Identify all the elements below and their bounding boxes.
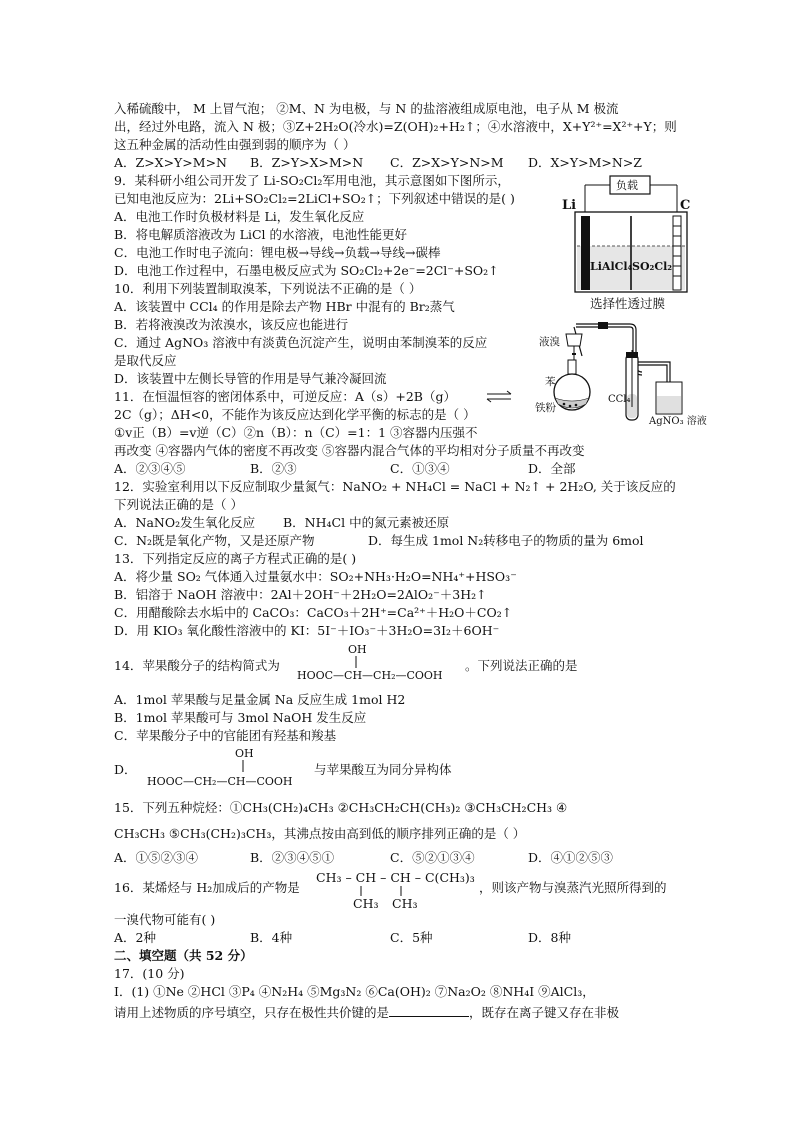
q16-substituent-2: CH₃ xyxy=(392,896,418,911)
apparatus-iron-label: 铁粉 xyxy=(535,402,556,414)
q14-option-c: C．苹果酸分子中的官能团有羟基和羧基 xyxy=(114,728,337,743)
q15-line1: 15．下列五种烷烃：①CH₃(CH₂)₄CH₃ ②CH₃CH₂CH(CH₃)₂ ③CH₃CH₂CH₃ ④ xyxy=(114,800,568,815)
q11-line3: ①v正（B）=v逆（C）②n（B）：n（C）=1：1 ③容器内压强不 xyxy=(114,425,478,440)
q13-option-d: D．用 KIO₃ 氧化酸性溶液中的 KI：5I⁻＋IO₃⁻＋3H₂O=3I₂＋6OH⁻ xyxy=(114,623,500,638)
q15-option-b: B．②③④⑤① xyxy=(250,850,335,865)
q14-option-d-bond xyxy=(242,760,246,774)
q10-option-b: B．若将液溴改为浓溴水，该反应也能进行 xyxy=(114,317,349,332)
q16-lead: 16．某烯烃与 H₂加成后的产物是 xyxy=(114,880,300,895)
q12-option-d: D．每生成 1mol N₂转移电子的物质的量为 6mol xyxy=(368,533,644,548)
q11-line4: 再改变 ④容器内气体的密度不再改变 ⑤容器内混合气体的平均相对分子质量不再改变 xyxy=(114,443,585,458)
q16-option-c: C．5种 xyxy=(390,930,433,945)
q10-option-c-line2: 是取代反应 xyxy=(114,353,177,368)
battery-load-label: 负载 xyxy=(616,179,638,192)
q17-line1: Ⅰ．(1) ①Ne ②HCl ③P₄ ④N₂H₄ ⑤Mg₃N₂ ⑥Ca(OH)₂ ⑦Na₂O₂ ⑧NH₄I ⑨AlCl₃， xyxy=(114,984,595,999)
q13-option-a: A．将少量 SO₂ 气体通入过量氨水中：SO₂+NH₃·H₂O=NH₄⁺+HSO₃⁻ xyxy=(114,569,517,584)
q10-option-c-line1: C．通过 AgNO₃ 溶液中有淡黄色沉淀产生，说明由苯制溴苯的反应 xyxy=(114,335,488,350)
q13-line1: 13．下列指定反应的离子方程式正确的是( ) xyxy=(114,551,357,566)
q8-option-d: D．X>Y>M>N>Z xyxy=(528,155,642,170)
q16-option-b: B．4种 xyxy=(250,930,293,945)
q15-option-d: D．④①②⑤③ xyxy=(528,850,614,865)
q9-option-c: C．电池工作时电子流向：锂电极→导线→负载→导线→碳棒 xyxy=(114,245,441,260)
q12-option-a: A．NaNO₂发生氧化反应 xyxy=(114,515,256,530)
q8-option-b: B．Z>Y>X>M>N xyxy=(250,155,364,170)
q8-line3: 这五种金属的活动性由强到弱的顺序为（ ） xyxy=(114,137,356,152)
q14-option-d-tail: 与苹果酸互为同分异构体 xyxy=(314,762,452,777)
q9-option-a: A．电池工作时负极材料是 Li，发生氧化反应 xyxy=(114,209,365,224)
answer-blank[interactable] xyxy=(389,1004,469,1017)
q9-option-d: D．电池工作过程中，石墨电极反应式为 SO₂Cl₂+2e⁻=2Cl⁻+SO₂↑ xyxy=(114,263,499,278)
q14-option-d-chain: HOOC—CH₂—CH—COOH xyxy=(147,775,293,788)
q14-option-d-label: D． xyxy=(114,762,137,777)
q14-option-b: B．1mol 苹果酸可与 3mol NaOH 发生反应 xyxy=(114,710,367,725)
q10-option-a: A．该装置中 CCl₄ 的作用是除去产物 HBr 中混有的 Br₂蒸气 xyxy=(114,299,455,314)
q17-line2-text-b: ，既存在离子键又存在非极 xyxy=(469,1005,620,1020)
q16-option-d: D．8种 xyxy=(528,930,571,945)
q16-tail: ，则该产物与溴蒸汽光照所得到的 xyxy=(479,880,667,895)
q12-line1: 12．实验室利用以下反应制取少量氮气：NaNO₂ + NH₄Cl = NaCl + N₂↑ + 2H₂O, 关于该反应的 xyxy=(114,479,676,494)
q17-line2 xyxy=(114,1004,619,1021)
q14-structure-chain: HOOC—CH—CH₂—COOH xyxy=(297,669,443,682)
q14-option-a: A．1mol 苹果酸与足量金属 Na 反应生成 1mol H2 xyxy=(114,692,406,707)
reversible-arrow-icon xyxy=(487,391,513,403)
apparatus-agno3-label: AgNO₃ 溶液 xyxy=(649,416,707,427)
apparatus-bromine-label: 液溴 xyxy=(539,336,560,348)
q12-option-b: B．NH₄Cl 中的氮元素被还原 xyxy=(283,515,450,530)
apparatus-ccl4-label: CCl₄ xyxy=(608,394,631,405)
battery-li-label: Li xyxy=(562,198,577,213)
q11-option-a: A．②③④⑤ xyxy=(114,461,186,476)
q9-line1: 9．某科研小组公司开发了 Li-SO₂Cl₂军用电池，其示意图如下图所示， xyxy=(114,173,510,188)
q10-option-d: D．该装置中左侧长导管的作用是导气兼冷凝回流 xyxy=(114,371,387,386)
q14-structure-oh: OH xyxy=(348,643,367,656)
q12-line2: 下列说法正确的是（ ） xyxy=(114,497,243,512)
battery-membrane-caption: 选择性透过膜 xyxy=(590,296,666,311)
q11-line1: 11．在恒温恒容的密闭体系中，可逆反应：A（s）+2B（g） xyxy=(114,389,456,404)
q10-line1: 10．利用下列装置制取溴苯，下列说法不正确的是（ ） xyxy=(114,281,422,296)
q15-line2: CH₃CH₃ ⑤CH₃(CH₂)₃CH₃，其沸点按由高到低的顺序排列正确的是（ ） xyxy=(114,826,526,841)
q17-header: 17．(10 分) xyxy=(114,966,185,981)
q14-tail: 。下列说法正确的是 xyxy=(465,658,578,673)
q16-option-a: A．2种 xyxy=(114,930,156,945)
q11-line2: 2C（g）；ΔH<0，不能作为该反应达到化学平衡的标志的是（ ） xyxy=(114,407,476,422)
q9-line2: 已知电池反应为：2Li+SO₂Cl₂=2LiCl+SO₂↑；下列叙述中错误的是( ) xyxy=(114,191,515,206)
q17-line2-text-a: 请用上述物质的序号填空，只存在极性共价键的是 xyxy=(114,1005,390,1020)
q16-substituent-1: CH₃ xyxy=(353,896,379,911)
q15-option-a: A．①⑤②③④ xyxy=(114,850,199,865)
q9-option-b: B．将电解质溶液改为 LiCl 的水溶液，电池性能更好 xyxy=(114,227,407,242)
battery-c-label: C xyxy=(680,198,691,213)
q11-option-c: C．①③④ xyxy=(390,461,450,476)
q12-option-c: C．N₂既是氧化产物，又是还原产物 xyxy=(114,533,315,548)
q13-option-c: C．用醋酸除去水垢中的 CaCO₃：CaCO₃＋2H⁺=Ca²⁺＋H₂O＋CO₂↑ xyxy=(114,605,513,620)
q8-option-a: A．Z>X>Y>M>N xyxy=(114,155,227,170)
q8-line2: 出，经过外电路，流入 N 极；③Z+2H₂O(冷水)=Z(OH)₂+H₂↑；④水溶液中，X+Y²⁺=X²⁺+Y；则 xyxy=(114,119,677,134)
q11-option-d: D．全部 xyxy=(528,461,576,476)
q16-structure-chain: CH₃ – CH – CH – C(CH₃)₃ xyxy=(316,870,475,885)
apparatus-benzene-label: 苯 xyxy=(545,376,556,388)
q8-option-c: C．Z>X>Y>N>M xyxy=(390,155,504,170)
bromobenzene-apparatus-figure xyxy=(538,312,718,427)
battery-left-electrolyte: LiAlCl₄ xyxy=(590,260,633,273)
q16-line2: 一溴代物可能有( ) xyxy=(114,912,216,927)
q15-option-c: C．⑤②①③④ xyxy=(390,850,475,865)
q14-option-d-oh: OH xyxy=(235,747,254,760)
battery-right-electrolyte: SO₂Cl₂ xyxy=(632,260,673,273)
q11-option-b: B．②③ xyxy=(250,461,297,476)
q13-option-b: B．铝溶于 NaOH 溶液中：2Al＋2OH⁻＋2H₂O=2AlO₂⁻＋3H₂↑ xyxy=(114,587,487,602)
section-title-fill-in: 二、填空题（共 52 分） xyxy=(114,948,253,963)
q14-lead: 14．苹果酸分子的结构简式为 xyxy=(114,658,280,673)
q8-line1: 入稀硫酸中， M 上冒气泡； ②M、N 为电极，与 N 的盐溶液组成原电池，电子从 M 极流 xyxy=(114,101,619,116)
